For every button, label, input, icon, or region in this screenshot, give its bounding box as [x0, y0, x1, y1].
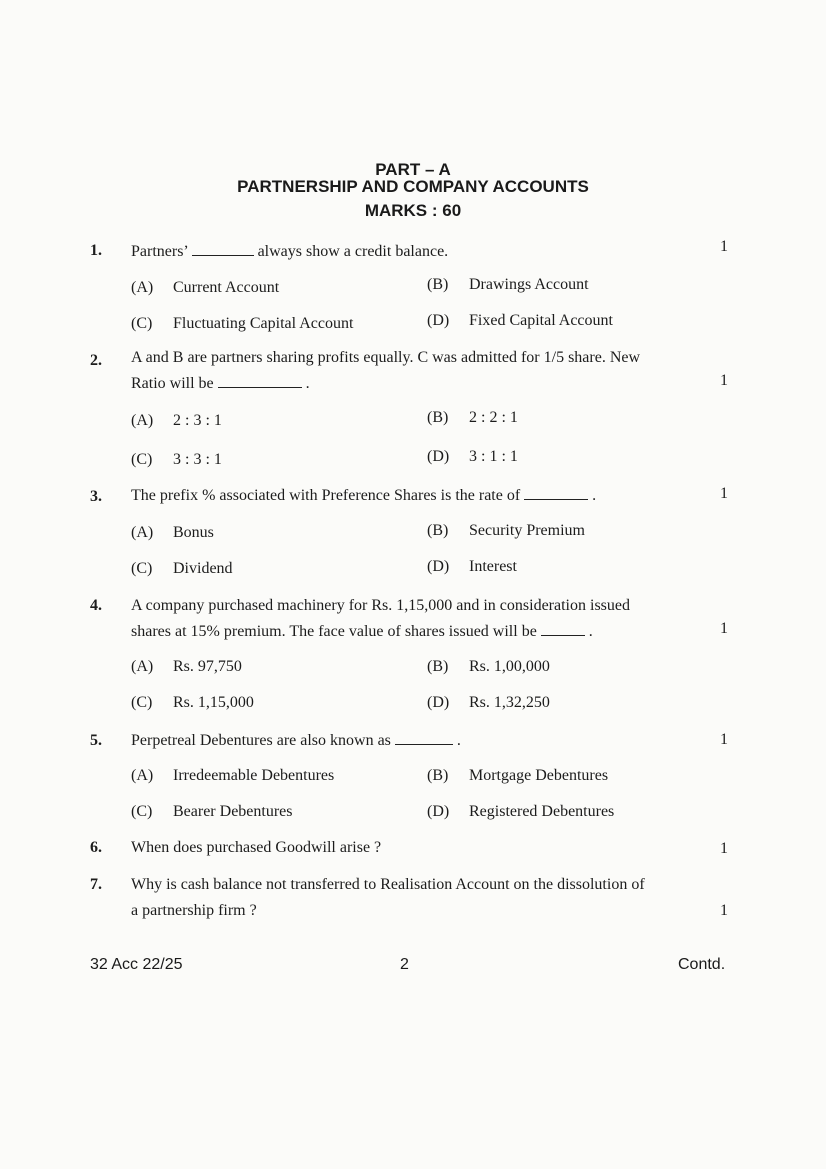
question-text-after-blank: always show a credit balance.	[257, 243, 449, 260]
question-line-2	[131, 619, 731, 645]
option-label: (B)	[427, 658, 449, 675]
option-label: (B)	[427, 522, 449, 539]
option-label: (A)	[131, 279, 154, 296]
question-text: When does purchased Goodwill arise ?	[131, 839, 382, 856]
option-label: (B)	[427, 409, 449, 426]
option-a	[131, 658, 242, 676]
question-line-1: A company purchased machinery for Rs. 1,15,000 and in consideration issued	[131, 597, 630, 614]
option-d	[427, 312, 613, 330]
option-b	[427, 522, 585, 540]
question-line-2	[131, 371, 731, 397]
option-label: (C)	[131, 803, 153, 820]
option-label: (A)	[131, 412, 154, 429]
answer-blank	[395, 730, 453, 745]
option-label: (D)	[427, 694, 450, 711]
option-text: 3 : 3 : 1	[173, 451, 222, 468]
question-line-1: Why is cash balance not transferred to Realisation Account on the dissolution of	[131, 876, 645, 893]
question-text	[131, 483, 731, 509]
option-b	[427, 409, 518, 427]
question-line-1: A and B are partners sharing profits equally. C was admitted for 1/5 share. New	[131, 349, 641, 366]
option-c	[131, 560, 233, 578]
question-text	[131, 345, 731, 397]
option-d	[427, 694, 550, 712]
option-text: Bearer Debentures	[173, 803, 293, 820]
option-text: Registered Debentures	[469, 803, 615, 820]
option-text: 2 : 2 : 1	[469, 409, 518, 426]
question-text-before-blank: The prefix % associated with Preference Shares is the rate of	[131, 487, 521, 504]
option-c	[131, 315, 353, 333]
question-text-after-blank: .	[456, 732, 461, 749]
continued-label: Contd.	[678, 956, 726, 973]
option-label: (D)	[427, 448, 450, 465]
option-b	[427, 276, 589, 294]
option-text: Rs. 1,32,250	[469, 694, 550, 711]
question-number: 5.	[90, 732, 102, 749]
option-text: Bonus	[173, 524, 214, 541]
option-b	[427, 658, 550, 676]
total-marks: MARKS : 60	[364, 201, 462, 220]
option-text: Rs. 97,750	[173, 658, 242, 675]
option-label: (A)	[131, 658, 154, 675]
question-text-before-blank: Partners’	[131, 243, 188, 260]
option-d	[427, 448, 518, 466]
option-text: Irredeemable Debentures	[173, 767, 335, 784]
question-marks: 1	[720, 731, 728, 748]
option-text: Mortgage Debentures	[469, 767, 609, 784]
question-text-before-blank: Perpetreal Debentures are also known as	[131, 732, 391, 749]
question-text-before-blank: shares at 15% premium. The face value of shares issued will be	[131, 623, 537, 640]
option-label: (A)	[131, 524, 154, 541]
option-text: Fixed Capital Account	[469, 312, 613, 329]
option-b	[427, 767, 608, 785]
option-label: (C)	[131, 560, 153, 577]
question-text-after-blank: .	[305, 375, 310, 392]
question-marks: 1	[720, 485, 728, 502]
question-number: 4.	[90, 597, 102, 614]
option-a	[131, 412, 222, 430]
option-text: 3 : 1 : 1	[469, 448, 518, 465]
option-text: Interest	[469, 558, 517, 575]
page-number: 2	[400, 956, 409, 973]
question-number: 3.	[90, 488, 102, 505]
option-a	[131, 524, 214, 542]
option-label: (B)	[427, 276, 449, 293]
question-number: 7.	[90, 876, 102, 893]
question-number: 1.	[90, 242, 102, 259]
question-text-after-blank: .	[592, 487, 597, 504]
option-label: (C)	[131, 315, 153, 332]
question-marks: 1	[720, 840, 728, 857]
question-marks: 1	[720, 238, 728, 255]
option-c	[131, 694, 254, 712]
option-label: (D)	[427, 803, 450, 820]
option-text: Fluctuating Capital Account	[173, 315, 354, 332]
option-text: Rs. 1,15,000	[173, 694, 254, 711]
option-a	[131, 767, 334, 785]
option-label: (C)	[131, 451, 153, 468]
option-label: (C)	[131, 694, 153, 711]
option-label: (D)	[427, 558, 450, 575]
question-line-2: a partnership firm ?	[131, 902, 257, 919]
question-text	[131, 872, 731, 924]
option-label: (A)	[131, 767, 154, 784]
question-number: 6.	[90, 839, 102, 856]
question-number: 2.	[90, 352, 102, 369]
part-heading: PART – A	[375, 160, 451, 179]
question-text-after-blank: .	[588, 623, 593, 640]
answer-blank	[218, 373, 302, 388]
answer-blank	[524, 485, 588, 500]
option-text: Dividend	[173, 560, 233, 577]
question-text	[131, 593, 731, 645]
option-label: (B)	[427, 767, 449, 784]
answer-blank	[541, 621, 585, 636]
option-a	[131, 279, 279, 297]
section-title: PARTNERSHIP AND COMPANY ACCOUNTS	[237, 177, 589, 196]
option-text: Security Premium	[469, 522, 585, 539]
question-text-before-blank: Ratio will be	[131, 375, 214, 392]
option-label: (D)	[427, 312, 450, 329]
answer-blank	[192, 241, 254, 256]
option-d	[427, 558, 517, 576]
option-d	[427, 803, 614, 821]
option-text: 2 : 3 : 1	[173, 412, 222, 429]
question-marks: 1	[720, 902, 728, 919]
question-text	[131, 239, 731, 265]
option-text: Current Account	[173, 279, 280, 296]
question-marks: 1	[720, 372, 728, 389]
option-text: Rs. 1,00,000	[469, 658, 550, 675]
paper-code: 32 Acc 22/25	[90, 956, 183, 973]
option-text: Drawings Account	[469, 276, 589, 293]
option-c	[131, 451, 222, 469]
question-text	[131, 728, 731, 754]
option-c	[131, 803, 293, 821]
question-marks: 1	[720, 620, 728, 637]
